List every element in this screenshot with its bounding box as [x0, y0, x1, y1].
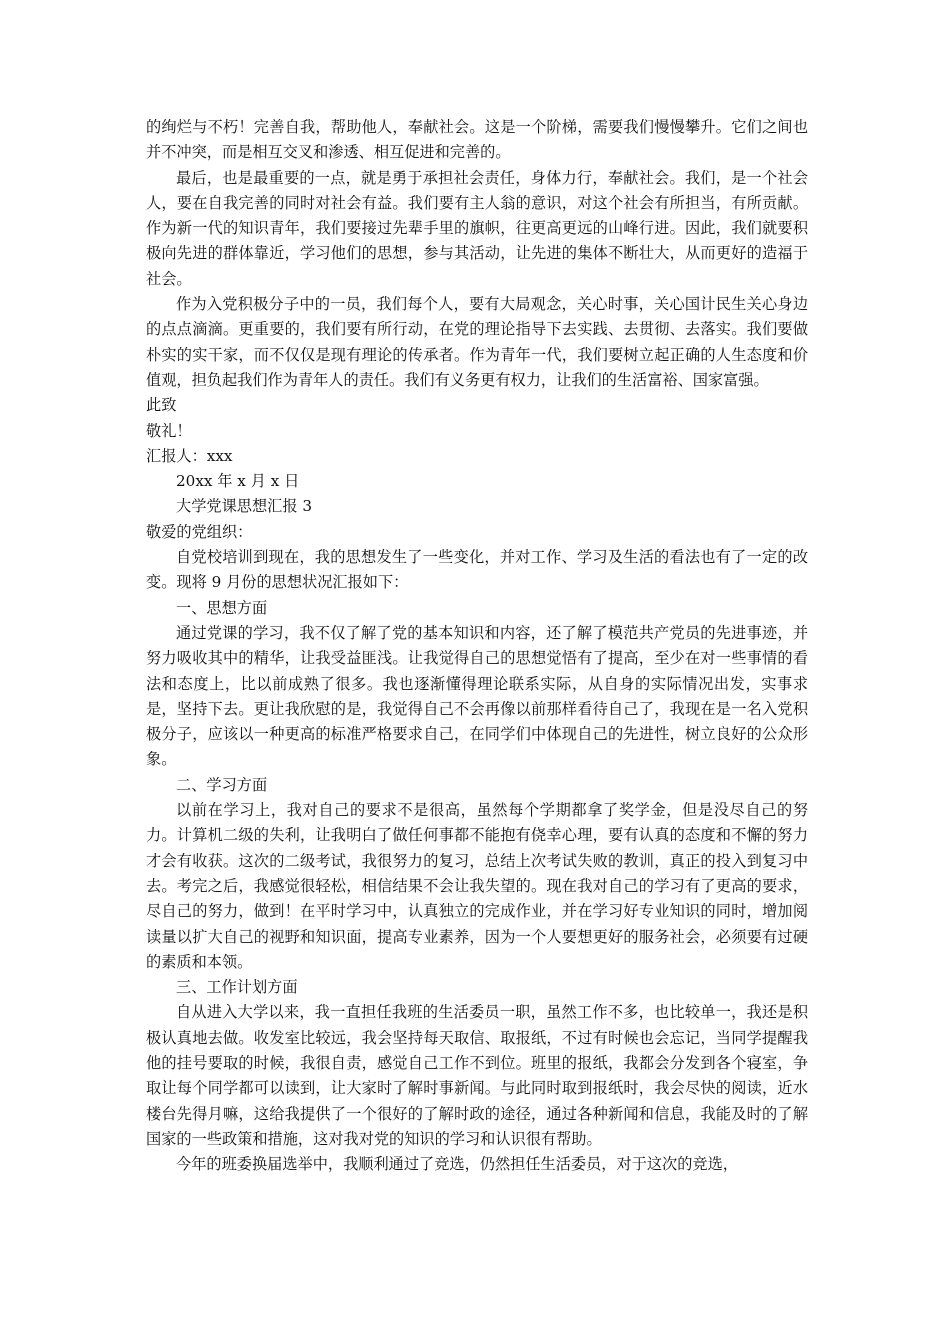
paragraph-work: 自从进入大学以来，我一直担任我班的生活委员一职，虽然工作不多，也比较单一，我还是积极认真地去做。收发室比较远，我会坚持每天取信、取报纸，不过有时候也会忘记，当同学提醒我他的挂号要取的时候，我很自责，感觉自己工作不到位。班里的报纸，我都会分发到各个寝室，争取让每个同学都可以读到，让大家时了解时事新闻。与此同时取到报纸时，我会尽快的阅读，近水楼台先得月嘛，这给我提供了一个很好的了解时政的途径，通过各种新闻和信息，我能及时的了解国家的一些政策和措施，这对我对党的知识的学习和认识很有帮助。	[146, 1003, 808, 1148]
closing-regards: 敬礼！	[146, 421, 192, 440]
reporter-name: 汇报人：xxx	[146, 446, 233, 465]
paragraph-thought: 通过党课的学习，我不仅了解了党的基本知识和内容，还了解了模范共产党员的先进事迹，并努力吸收其中的精华，让我受益匪浅。让我觉得自己的思想觉悟有了提高，至少在对一些事情的看法和态度上，比以前成熟了很多。我也逐渐懂得理论联系实际，从自身的实际情况出发，实事求是，坚持下去。更让我欣慰的是，我觉得自己不会再像以前那样看待自己了，我现在是一名入党积极分子，应该以一种更高的标准严格要求自己，在同学们中体现自己的先进性，树立良好的公众形象。	[146, 623, 808, 769]
heading-work: 三、工作计划方面	[176, 978, 298, 997]
intro-paragraph: 自党校培训到现在，我的思想发生了一些变化，并对工作、学习及生活的看法也有了一定的改变。现将 9 月份的思想状况汇报如下：	[146, 548, 808, 592]
closing-salutation: 此致	[146, 396, 177, 415]
report-date: 20xx 年 x 月 x 日	[176, 472, 300, 491]
paragraph-election: 今年的班委换届选举中，我顺利通过了竞选，仍然担任生活委员，对于这次的竞选，	[176, 1155, 738, 1174]
paragraph-2: 最后，也是最重要的一点，就是勇于承担社会责任，身体力行，奉献社会。我们，是一个社会人，要在自我完善的同时对社会有益。我们要有主人翁的意识，对这个社会有所担当，有所贡献。作为新一代的知识青年，我们要接过先辈手里的旗帜，往更高更远的山峰行进。因此，我们就要积极向先进的群体靠近，学习他们的思想，参与其活动，让先进的集体不断壮大，从而更好的造福于社会。	[146, 168, 808, 288]
paragraph-1: 的绚烂与不朽！完善自我，帮助他人，奉献社会。这是一个阶梯，需要我们慢慢攀升。它们之间也并不冲突，而是相互交叉和渗透、相互促进和完善的。	[146, 118, 808, 162]
greeting: 敬爱的党组织：	[146, 522, 253, 541]
paragraph-3: 作为入党积极分子中的一员，我们每个人，要有大局观念，关心时事，关心国计民生关心身边的点点滴滴。更重要的，我们要有所行动，在党的理论指导下去实践、去贯彻、去落实。我们要做朴实的实干家，而不仅仅是现有理论的传承者。作为青年一代，我们要树立起正确的人生态度和价值观，担负起我们作为青年人的责任。我们有义务更有权力，让我们的生活富裕、国家富强。	[146, 295, 808, 389]
document-body	[146, 115, 808, 1177]
heading-study: 二、学习方面	[176, 775, 268, 794]
section-title: 大学党课思想汇报 3	[176, 497, 312, 516]
paragraph-study: 以前在学习上，我对自己的要求不是很高，虽然每个学期都拿了奖学金，但是没尽自己的努力。计算机二级的失利，让我明白了做任何事都不能抱有侥幸心理，要有认真的态度和不懈的努力才会有收获。这次的二级考试，我很努力的复习，总结上次考试失败的教训，真正的投入到复习中去。考完之后，我感觉很轻松，相信结果不会让我失望的。现在我对自己的学习有了更高的要求，尽自己的努力，做到！在平时学习中，认真独立的完成作业，并在学习好专业知识的同时，增加阅读量以扩大自己的视野和知识面，提高专业素养，因为一个人要想更好的服务社会，必须要有过硬的素质和本领。	[146, 801, 808, 971]
heading-thought: 一、思想方面	[176, 598, 268, 617]
